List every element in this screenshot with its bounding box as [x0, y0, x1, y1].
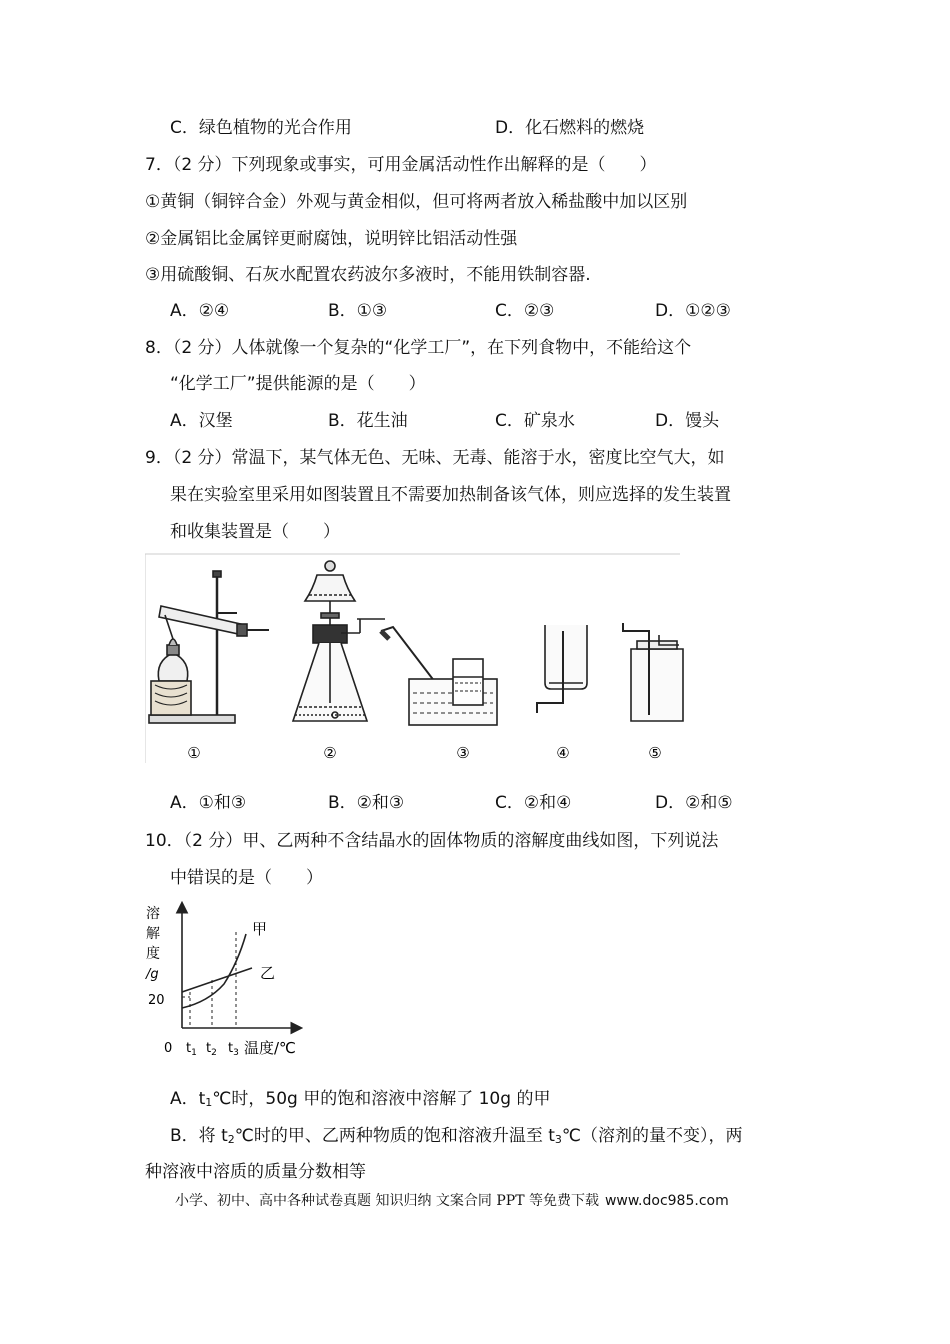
footer-url[interactable]: www.doc985.com [604, 1193, 729, 1209]
q9-option-b: B．②和③ [328, 793, 405, 813]
apparatus-label-3: ③ [456, 744, 470, 762]
q7-option-a: A．②④ [170, 301, 230, 321]
footer-text: 小学、初中、高中各种试卷真题 知识归纳 文案合同 PPT 等免费下载 [175, 1193, 599, 1209]
q10-option-b-line1: B．将 $t_2℃$时的甲、乙两种物质的饱和溶液升温至 $t_3℃$（溶剂的量不变），两 [170, 1126, 743, 1146]
q10-stem-line2: 中错误的是（ ） [170, 868, 323, 888]
q7-statement-2: ②金属铝比金属锌更耐腐蚀，说明锌比铝活动性强 [145, 229, 518, 249]
q8-stem-line2: “化学工厂”提供能源的是（ ） [170, 374, 426, 394]
q7-option-d: D．①②③ [655, 301, 731, 321]
curve-label-jia: 甲 [252, 920, 268, 938]
y-tick-20: 20 [148, 993, 165, 1008]
q8-option-c: C．矿泉水 [495, 411, 575, 431]
q8-option-b: B．花生油 [328, 411, 408, 431]
apparatus-1-heating [149, 571, 269, 723]
apparatus-5-upward-jar [623, 623, 683, 721]
x-axis-label: 温度/℃ [244, 1039, 296, 1057]
apparatus-3-water-trough [381, 627, 497, 725]
curve-label-yi: 乙 [260, 964, 276, 982]
q8-option-d: D．馒头 [655, 411, 720, 431]
apparatus-label-5: ⑤ [648, 744, 662, 762]
x-origin: 0 [164, 1041, 173, 1056]
x-tick-t1: $t_1$ [186, 1041, 197, 1058]
apparatus-4-downward-jar [537, 625, 587, 713]
q9-stem-line1: 9．（2 分）常温下，某气体无色、无味、无毒、能溶于水，密度比空气大，如 [145, 448, 725, 468]
y-label-3: 度 [146, 946, 160, 962]
q6-option-c: C．绿色植物的光合作用 [170, 118, 352, 138]
q9-stem-line2: 果在实验室里采用如图装置且不需要加热制备该气体，则应选择的发生装置 [170, 485, 731, 505]
y-label-1: 溶 [146, 906, 160, 922]
q8-option-a: A．汉堡 [170, 411, 233, 431]
q7-stem: 7．（2 分）下列现象或事实，可用金属活动性作出解释的是（ ） [145, 155, 657, 175]
x-tick-t3: $t_3$ [228, 1041, 239, 1058]
q9-option-c: C．②和④ [495, 793, 572, 813]
q7-statement-3: ③用硫酸铜、石灰水配置农药波尔多液时，不能用铁制容器. [145, 265, 591, 285]
q9-option-a: A．①和③ [170, 793, 247, 813]
apparatus-2-flask [293, 561, 385, 721]
q7-statement-1: ①黄铜（铜锌合金）外观与黄金相似，但可将两者放入稀盐酸中加以区别 [145, 192, 688, 212]
q8-stem-line1: 8．（2 分）人体就像一个复杂的“化学工厂”，在下列食物中，不能给这个 [145, 338, 692, 358]
page-footer [175, 1192, 729, 1210]
apparatus-label-4: ④ [556, 744, 570, 762]
q9-apparatus-figure [145, 553, 685, 768]
q10-option-a: A．$t_1℃$时，50g 甲的饱和溶液中溶解了 10g 的甲 [170, 1089, 551, 1109]
q10-solubility-graph [140, 898, 310, 1060]
apparatus-label-2: ② [323, 744, 337, 762]
q6-option-d: D．化石燃料的燃烧 [495, 118, 645, 138]
apparatus-label-1: ① [187, 744, 201, 762]
x-tick-t2: $t_2$ [206, 1041, 217, 1058]
q9-stem-line3: 和收集装置是（ ） [170, 522, 340, 542]
y-label-2: 解 [146, 926, 160, 942]
q7-option-c: C．②③ [495, 301, 555, 321]
q10-option-b-line2: 种溶液中溶质的质量分数相等 [145, 1162, 366, 1182]
q9-option-d: D．②和⑤ [655, 793, 733, 813]
q7-option-b: B．①③ [328, 301, 388, 321]
y-label-4: /g [146, 967, 159, 982]
curve-yi [182, 968, 252, 992]
q10-stem-line1: 10．（2 分）甲、乙两种不含结晶水的固体物质的溶解度曲线如图，下列说法 [145, 831, 719, 851]
